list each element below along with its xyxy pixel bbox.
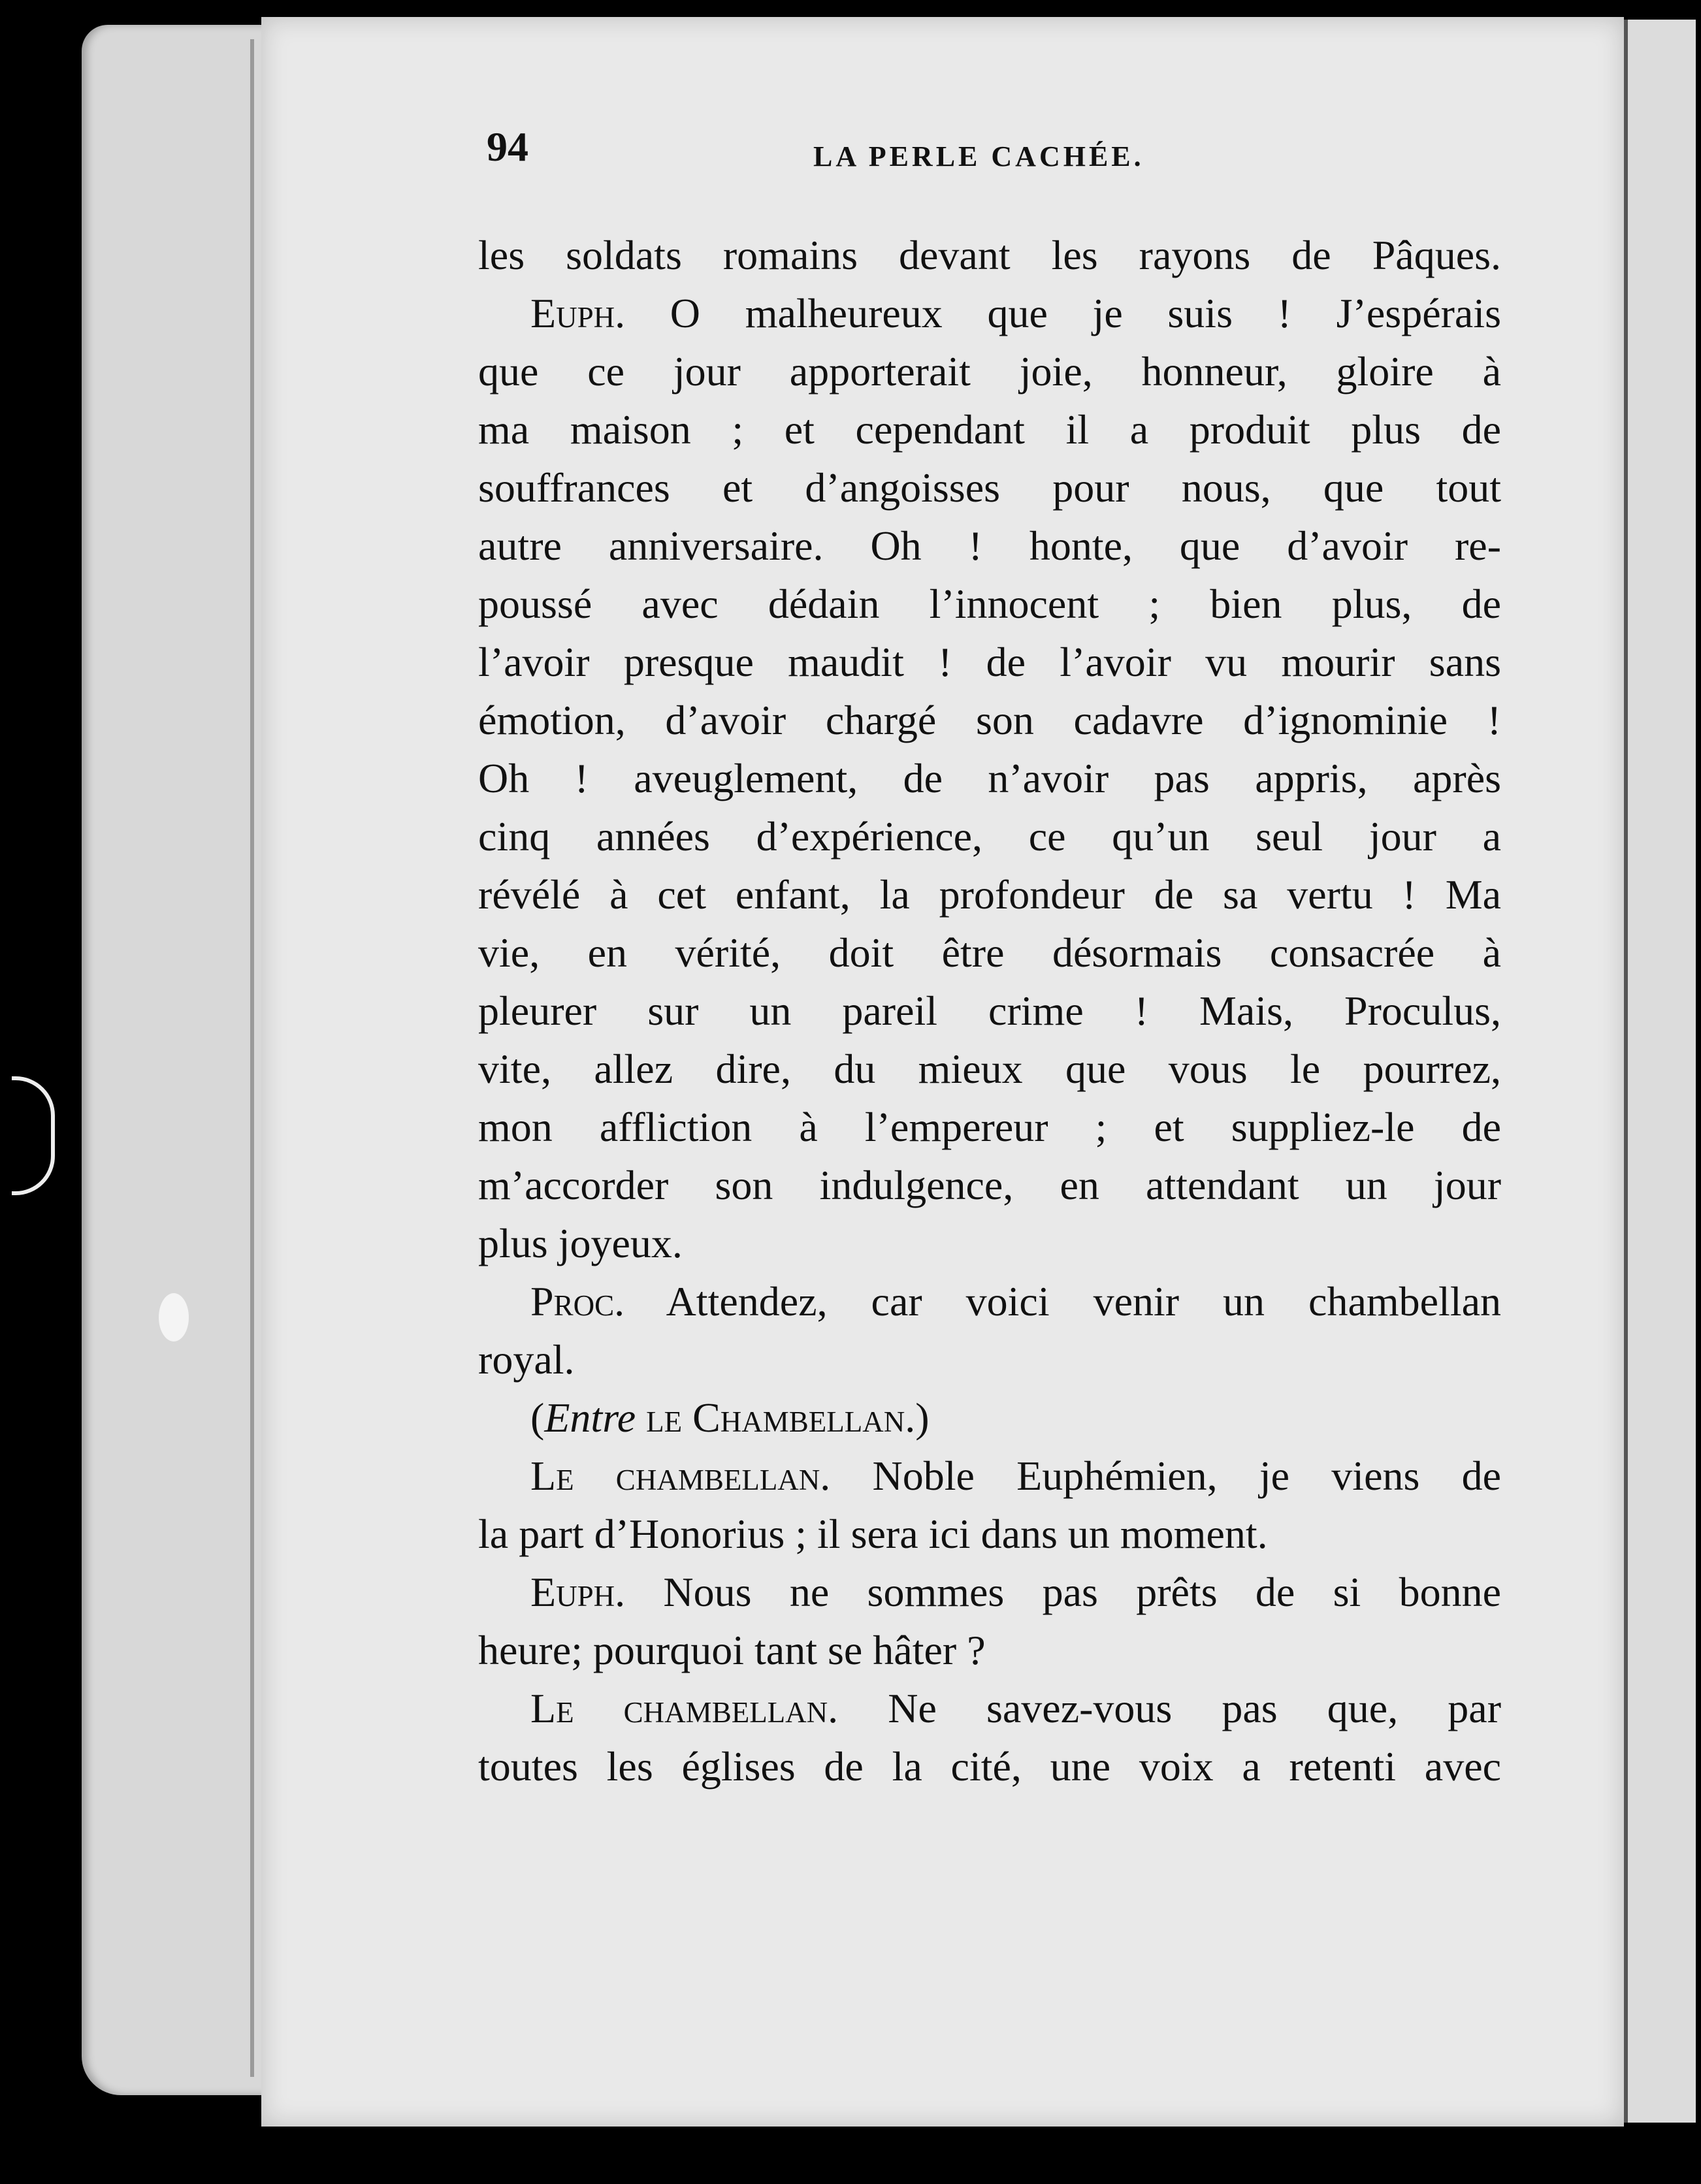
line-text: (	[530, 1394, 545, 1441]
line-text: que ce jour apporterait joie, honneur, gloire à	[478, 348, 1501, 394]
page-spine	[250, 39, 254, 2077]
line-text: royal.	[478, 1336, 575, 1383]
text-line	[478, 1679, 1501, 1737]
line-text: Noble Euphémien, je viens de	[830, 1453, 1502, 1499]
line-text: la part d’Honorius ; il sera ici dans un moment.	[478, 1511, 1268, 1557]
line-text: les soldats romains devant les rayons de Pâques.	[478, 232, 1501, 278]
line-text: ma maison ; et cependant il a produit plus de	[478, 406, 1501, 453]
speaker-name: Le chambellan.	[530, 1453, 831, 1499]
text-line	[478, 1330, 1501, 1389]
line-text: révélé à cet enfant, la profondeur de sa vertu ! Ma	[478, 871, 1501, 918]
text-line	[478, 1447, 1501, 1505]
line-text: plus joyeux.	[478, 1220, 683, 1266]
margin-speck	[159, 1293, 189, 1341]
text-line	[478, 284, 1501, 342]
text-line	[478, 1505, 1501, 1563]
text-line	[478, 807, 1501, 865]
text-line	[478, 1389, 1501, 1447]
line-text	[636, 1394, 646, 1441]
text-line	[478, 575, 1501, 633]
text-line	[478, 458, 1501, 517]
text-line	[478, 923, 1501, 982]
text-line	[478, 865, 1501, 923]
text-line	[478, 1040, 1501, 1098]
speaker-name: Proc.	[530, 1278, 625, 1325]
line-text: Nous ne sommes pas prêts de si bonne	[625, 1569, 1501, 1615]
text-line	[478, 517, 1501, 575]
text-line	[478, 1737, 1501, 1795]
text-line	[478, 400, 1501, 458]
text-line	[478, 1563, 1501, 1621]
text-line	[478, 691, 1501, 749]
line-text: m’accorder son indulgence, en attendant un jour	[478, 1162, 1501, 1208]
text-line	[478, 1272, 1501, 1330]
back-page-edge	[82, 25, 278, 2095]
text-line	[478, 749, 1501, 807]
running-title: LA PERLE CACHÉE.	[813, 140, 1144, 172]
page-number: 94	[487, 123, 528, 170]
text-line	[478, 1214, 1501, 1272]
line-text: souffrances et d’angoisses pour nous, que tout	[478, 464, 1501, 511]
text-line	[478, 633, 1501, 691]
line-text: poussé avec dédain l’innocent ; bien plus, de	[478, 581, 1501, 627]
line-text: Oh ! aveuglement, de n’avoir pas appris, après	[478, 755, 1501, 801]
line-text: pleurer sur un pareil crime ! Mais, Proculus,	[478, 988, 1501, 1034]
line-text: vite, allez dire, du mieux que vous le pourrez,	[478, 1046, 1501, 1092]
line-text: émotion, d’avoir chargé son cadavre d’ignominie !	[478, 697, 1501, 743]
text-line	[478, 1156, 1501, 1214]
speaker-name: le Chambellan.	[646, 1394, 916, 1441]
speaker-name: Euph.	[530, 290, 626, 336]
margin-bracket-mark	[12, 1076, 55, 1195]
text-line	[478, 342, 1501, 400]
line-text: vie, en vérité, doit être désormais consacrée à	[478, 929, 1501, 976]
line-text: toutes les églises de la cité, une voix a retenti avec	[478, 1743, 1501, 1790]
line-text: heure; pourquoi tant se hâter ?	[478, 1627, 986, 1673]
line-text: autre anniversaire. Oh ! honte, que d’avoir re-	[478, 522, 1501, 569]
speaker-name: Le chambellan.	[530, 1685, 839, 1731]
speaker-name: Euph.	[530, 1569, 626, 1615]
stage-direction: Entre	[544, 1394, 636, 1441]
line-text: Attendez, car voici venir un chambellan	[624, 1278, 1501, 1325]
text-line	[478, 1098, 1501, 1156]
facing-page-edge	[1624, 20, 1696, 2123]
line-text: l’avoir presque maudit ! de l’avoir vu mourir sans	[478, 639, 1501, 685]
line-text: Ne savez-vous pas que, par	[838, 1685, 1502, 1731]
line-text: cinq années d’expérience, ce qu’un seul jour a	[478, 813, 1501, 859]
line-text: O malheureux que je suis ! J’espérais	[625, 290, 1501, 336]
line-text: )	[915, 1394, 930, 1441]
body-text	[478, 226, 1501, 1795]
line-text: mon affliction à l’empereur ; et suppliez-le de	[478, 1104, 1501, 1150]
text-line	[478, 226, 1501, 284]
text-line	[478, 1621, 1501, 1679]
text-line	[478, 982, 1501, 1040]
